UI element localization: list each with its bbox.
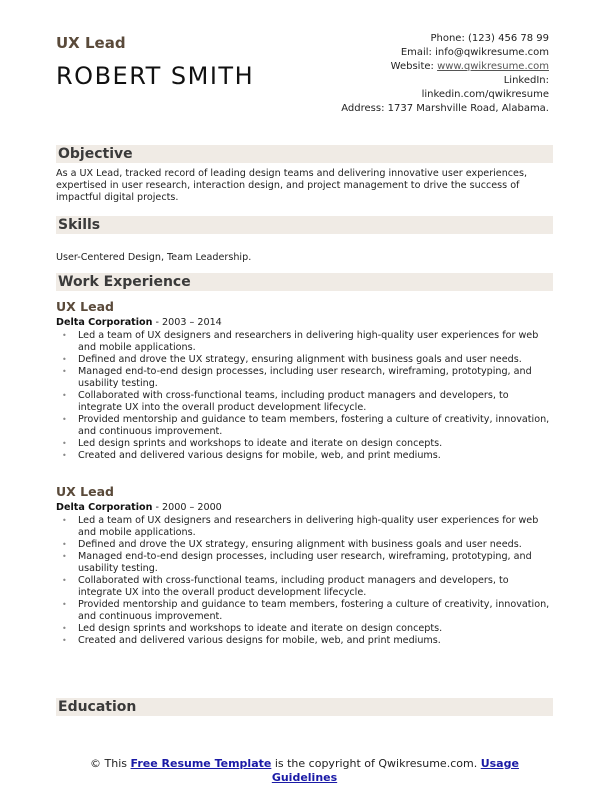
resume-header xyxy=(56,0,553,130)
list-item: • Created and delivered various designs for mobile, web, and print mediums. xyxy=(56,635,553,647)
list-item: • Led design sprints and workshops to ideate and iterate on design concepts. xyxy=(56,438,553,450)
job-dates: - 2003 – 2014 xyxy=(152,317,222,328)
candidate-name: ROBERT SMITH xyxy=(56,62,255,90)
website-link[interactable]: www.qwikresume.com xyxy=(437,61,549,73)
skills-text: User-Centered Design, Team Leadership. xyxy=(56,252,252,263)
objective-section xyxy=(56,145,553,204)
job-entry-company-line xyxy=(56,317,553,328)
list-item: • Led a team of UX designers and researchers in delivering high-quality user experiences for web and mobile applications. xyxy=(56,515,553,539)
section-heading-skills: Skills xyxy=(56,216,553,234)
list-item: • Provided mentorship and guidance to team members, fostering a culture of creativity, innovation, and continuous improvement. xyxy=(56,414,553,438)
footer-middle: is the copyright of Qwikresume.com. xyxy=(271,757,481,770)
footer-prefix: © This xyxy=(90,757,131,770)
copyright-footer xyxy=(56,757,553,784)
job-bullets xyxy=(56,515,553,647)
company-name: Delta Corporation xyxy=(56,502,153,513)
job-bullets xyxy=(56,330,553,462)
list-item: • Created and delivered various designs for mobile, web, and print mediums. xyxy=(56,450,553,462)
email-label: Email: xyxy=(400,47,432,59)
contact-block xyxy=(309,32,549,117)
website-label: Website: xyxy=(390,61,434,73)
list-item: • Provided mentorship and guidance to team members, fostering a culture of creativity, innovation, and continuous improvement. xyxy=(56,599,553,623)
list-item: • Defined and drove the UX strategy, ensuring alignment with business goals and user needs. xyxy=(56,539,553,551)
objective-text: As a UX Lead, tracked record of leading design teams and delivering innovative user experiences, expertised in user research, interaction design, and project management to drive the success of impactful digital projects. xyxy=(56,168,528,203)
list-item: • Led design sprints and workshops to ideate and iterate on design concepts. xyxy=(56,623,553,635)
section-heading-work-experience: Work Experience xyxy=(56,273,553,291)
free-resume-template-link[interactable]: Free Resume Template xyxy=(130,757,272,770)
list-item: • Managed end-to-end design processes, including user research, wireframing, prototyping, and usability testing. xyxy=(56,366,553,390)
contact-linkedin-label: LinkedIn: xyxy=(503,75,549,87)
address-label: Address: xyxy=(341,103,385,115)
resume-page xyxy=(56,0,553,715)
contact-email xyxy=(309,46,549,60)
list-item: • Managed end-to-end design processes, including user research, wireframing, prototyping, and usability testing. xyxy=(56,551,553,575)
job-entry-company-line xyxy=(56,502,553,513)
section-heading-education: Education xyxy=(56,698,553,716)
list-item: • Defined and drove the UX strategy, ensuring alignment with business goals and user needs. xyxy=(56,354,553,366)
job-title: UX Lead xyxy=(56,34,126,52)
contact-address xyxy=(309,102,549,116)
skills-section xyxy=(56,216,553,264)
phone-label: Phone: xyxy=(430,33,465,44)
email-value: info@qwikresume.com xyxy=(435,47,549,59)
job-entry xyxy=(56,299,553,462)
section-heading-objective: Objective xyxy=(56,145,553,163)
address-value: 1737 Marshville Road, Alabama. xyxy=(387,103,549,115)
contact-linkedin: linkedin.com/qwikresume xyxy=(421,89,549,101)
list-item: • Collaborated with cross-functional teams, including product managers and developers, to integrate UX into the overall product development lifecycle. xyxy=(56,575,553,599)
phone-value: (123) 456 78 99 xyxy=(468,33,549,44)
list-item: • Collaborated with cross-functional teams, including product managers and developers, to integrate UX into the overall product development lifecycle. xyxy=(56,390,553,414)
work-experience-section xyxy=(56,273,553,647)
contact-website xyxy=(309,60,549,74)
job-entry-title: UX Lead xyxy=(56,299,114,314)
usage-guidelines-link[interactable]: Usage Guidelines xyxy=(271,757,519,784)
job-entry-title: UX Lead xyxy=(56,484,114,499)
company-name: Delta Corporation xyxy=(56,317,153,328)
job-entry xyxy=(56,484,553,647)
contact-phone xyxy=(309,32,549,46)
list-item: • Led a team of UX designers and researchers in delivering high-quality user experiences for web and mobile applications. xyxy=(56,330,553,354)
job-dates: - 2000 – 2000 xyxy=(152,502,222,513)
education-section xyxy=(56,698,553,716)
